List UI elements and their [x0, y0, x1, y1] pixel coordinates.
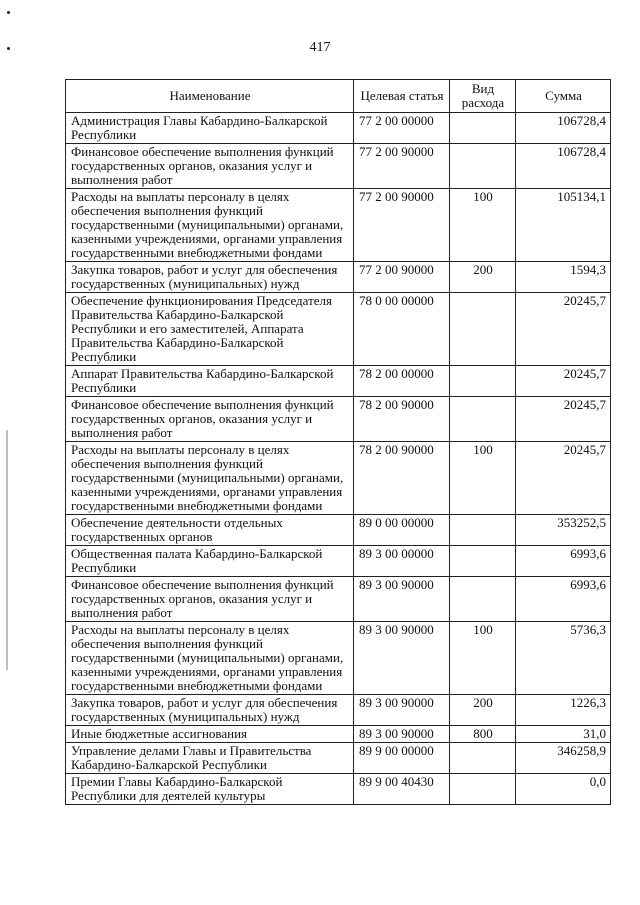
header-sum: Сумма: [516, 80, 611, 113]
cell-type: 100: [450, 622, 516, 695]
cell-name: Администрация Главы Кабардино-Балкарской Республики: [66, 113, 354, 144]
cell-name: Закупка товаров, работ и услуг для обеспечения государственных (муниципальных) нужд: [66, 695, 354, 726]
budget-table: [65, 79, 611, 805]
cell-sum: 106728,4: [516, 144, 611, 189]
cell-type: [450, 577, 516, 622]
cell-type: [450, 113, 516, 144]
cell-code: 78 2 00 90000: [354, 397, 450, 442]
table-row: [66, 726, 611, 743]
header-code: Целевая статья: [354, 80, 450, 113]
cell-name: Управление делами Главы и Правительства Кабардино-Балкарской Республики: [66, 743, 354, 774]
scan-edge-mark: [6, 430, 8, 670]
scan-dot: [7, 11, 10, 14]
cell-code: 89 3 00 90000: [354, 726, 450, 743]
cell-type: 200: [450, 695, 516, 726]
cell-name: Расходы на выплаты персоналу в целях обеспечения выполнения функций государственными (муниципальными) органами, казенными учреждениями, органами управления государственными внебюджетными фондами: [66, 622, 354, 695]
cell-code: 89 3 00 90000: [354, 622, 450, 695]
cell-sum: 20245,7: [516, 397, 611, 442]
table-row: [66, 293, 611, 366]
table-row: [66, 189, 611, 262]
cell-type: [450, 743, 516, 774]
cell-code: 89 3 00 90000: [354, 695, 450, 726]
cell-name: Иные бюджетные ассигнования: [66, 726, 354, 743]
cell-type: 100: [450, 189, 516, 262]
header-type: Вид расхода: [450, 80, 516, 113]
cell-sum: 106728,4: [516, 113, 611, 144]
cell-name: Финансовое обеспечение выполнения функций государственных органов, оказания услуг и выполнения работ: [66, 144, 354, 189]
cell-type: 100: [450, 442, 516, 515]
cell-name: Обеспечение деятельности отдельных государственных органов: [66, 515, 354, 546]
cell-sum: 20245,7: [516, 366, 611, 397]
table-row: [66, 442, 611, 515]
cell-sum: 6993,6: [516, 546, 611, 577]
cell-code: 77 2 00 00000: [354, 113, 450, 144]
cell-type: [450, 293, 516, 366]
cell-sum: 1594,3: [516, 262, 611, 293]
cell-code: 89 3 00 00000: [354, 546, 450, 577]
cell-code: 89 3 00 90000: [354, 577, 450, 622]
cell-name: Финансовое обеспечение выполнения функций государственных органов, оказания услуг и выполнения работ: [66, 577, 354, 622]
cell-name: Премии Главы Кабардино-Балкарской Республики для деятелей культуры: [66, 774, 354, 805]
cell-sum: 31,0: [516, 726, 611, 743]
cell-sum: 20245,7: [516, 293, 611, 366]
cell-code: 77 2 00 90000: [354, 189, 450, 262]
cell-type: 200: [450, 262, 516, 293]
cell-name: Расходы на выплаты персоналу в целях обеспечения выполнения функций государственными (муниципальными) органами, казенными учреждениями, органами управления государственными внебюджетными фондами: [66, 442, 354, 515]
cell-sum: 1226,3: [516, 695, 611, 726]
cell-type: [450, 515, 516, 546]
table-row: [66, 397, 611, 442]
cell-code: 77 2 00 90000: [354, 144, 450, 189]
cell-code: 78 2 00 00000: [354, 366, 450, 397]
table-row: [66, 743, 611, 774]
table-row: [66, 366, 611, 397]
cell-name: Аппарат Правительства Кабардино-Балкарской Республики: [66, 366, 354, 397]
cell-type: [450, 144, 516, 189]
cell-type: 800: [450, 726, 516, 743]
table-row: [66, 546, 611, 577]
table-row: [66, 622, 611, 695]
cell-name: Общественная палата Кабардино-Балкарской Республики: [66, 546, 354, 577]
table-header-row: [66, 80, 611, 113]
cell-code: 78 2 00 90000: [354, 442, 450, 515]
cell-type: [450, 546, 516, 577]
cell-name: Закупка товаров, работ и услуг для обеспечения государственных (муниципальных) нужд: [66, 262, 354, 293]
cell-type: [450, 366, 516, 397]
cell-code: 89 9 00 00000: [354, 743, 450, 774]
cell-name: Финансовое обеспечение выполнения функций государственных органов, оказания услуг и выполнения работ: [66, 397, 354, 442]
cell-sum: 353252,5: [516, 515, 611, 546]
cell-code: 89 0 00 00000: [354, 515, 450, 546]
table-row: [66, 144, 611, 189]
table-row: [66, 515, 611, 546]
cell-code: 77 2 00 90000: [354, 262, 450, 293]
cell-code: 89 9 00 40430: [354, 774, 450, 805]
cell-type: [450, 397, 516, 442]
cell-sum: 105134,1: [516, 189, 611, 262]
cell-code: 78 0 00 00000: [354, 293, 450, 366]
cell-sum: 346258,9: [516, 743, 611, 774]
cell-name: Обеспечение функционирования Председателя Правительства Кабардино-Балкарской Республики и его заместителей, Аппарата Правительства Кабардино-Балкарской Республики: [66, 293, 354, 366]
cell-sum: 5736,3: [516, 622, 611, 695]
table-row: [66, 774, 611, 805]
table-row: [66, 262, 611, 293]
cell-sum: 6993,6: [516, 577, 611, 622]
page-number: 417: [309, 40, 331, 55]
cell-sum: 20245,7: [516, 442, 611, 515]
table-row: [66, 113, 611, 144]
cell-type: [450, 774, 516, 805]
cell-name: Расходы на выплаты персоналу в целях обеспечения выполнения функций государственными (муниципальными) органами, казенными учреждениями, органами управления государственными внебюджетными фондами: [66, 189, 354, 262]
table-row: [66, 577, 611, 622]
header-name: Наименование: [66, 80, 354, 113]
cell-sum: 0,0: [516, 774, 611, 805]
table-row: [66, 695, 611, 726]
